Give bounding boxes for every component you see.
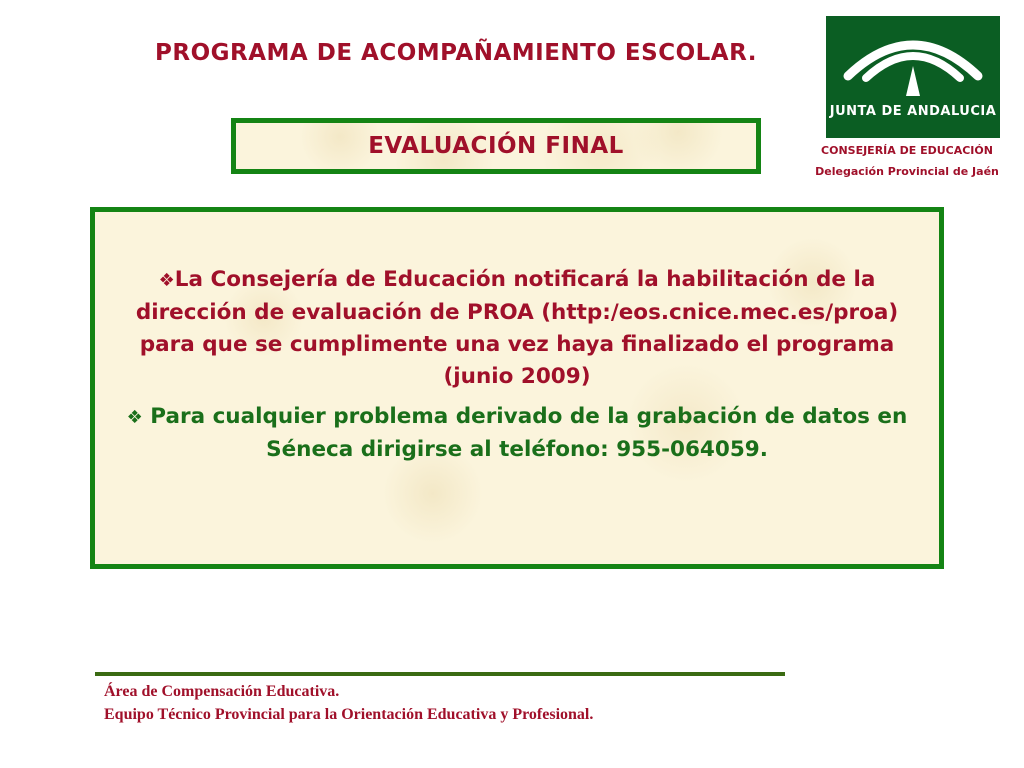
bullet-text: Para cualquier problema derivado de la grabación de datos en Séneca dirigirse al teléfono: 955-064059.: [142, 404, 908, 462]
diamond-bullet-icon: ❖: [126, 407, 143, 428]
footer-area: Área de Compensación Educativa.: [104, 683, 340, 700]
bullet-item: [105, 264, 929, 393]
section-title: EVALUACIÓN FINAL: [368, 133, 624, 159]
section-title-box: [231, 118, 761, 174]
department-label: CONSEJERÍA DE EDUCACIÓN: [821, 144, 993, 157]
junta-de-andalucia-logo: [826, 16, 1000, 138]
arches-icon: [826, 16, 1000, 138]
diamond-bullet-icon: ❖: [158, 270, 175, 291]
footer-team: Equipo Técnico Provincial para la Orientación Educativa y Profesional.: [104, 706, 594, 723]
bullet-text: La Consejería de Educación notificará la habilitación de la dirección de evaluación de PROA (http:/eos.cnice.mec.es/proa) para que se cumplimente una vez haya finalizado el programa (junio 2009): [135, 267, 899, 389]
logo-text: JUNTA DE ANDALUCIA: [829, 104, 997, 119]
content-box: [90, 207, 944, 569]
bullet-item: [105, 401, 929, 466]
page-title: PROGRAMA DE ACOMPAÑAMIENTO ESCOLAR.: [155, 40, 757, 66]
footer-divider: [95, 672, 785, 676]
bullet-list: [105, 264, 929, 474]
office-label: Delegación Provincial de Jaén: [815, 165, 999, 178]
